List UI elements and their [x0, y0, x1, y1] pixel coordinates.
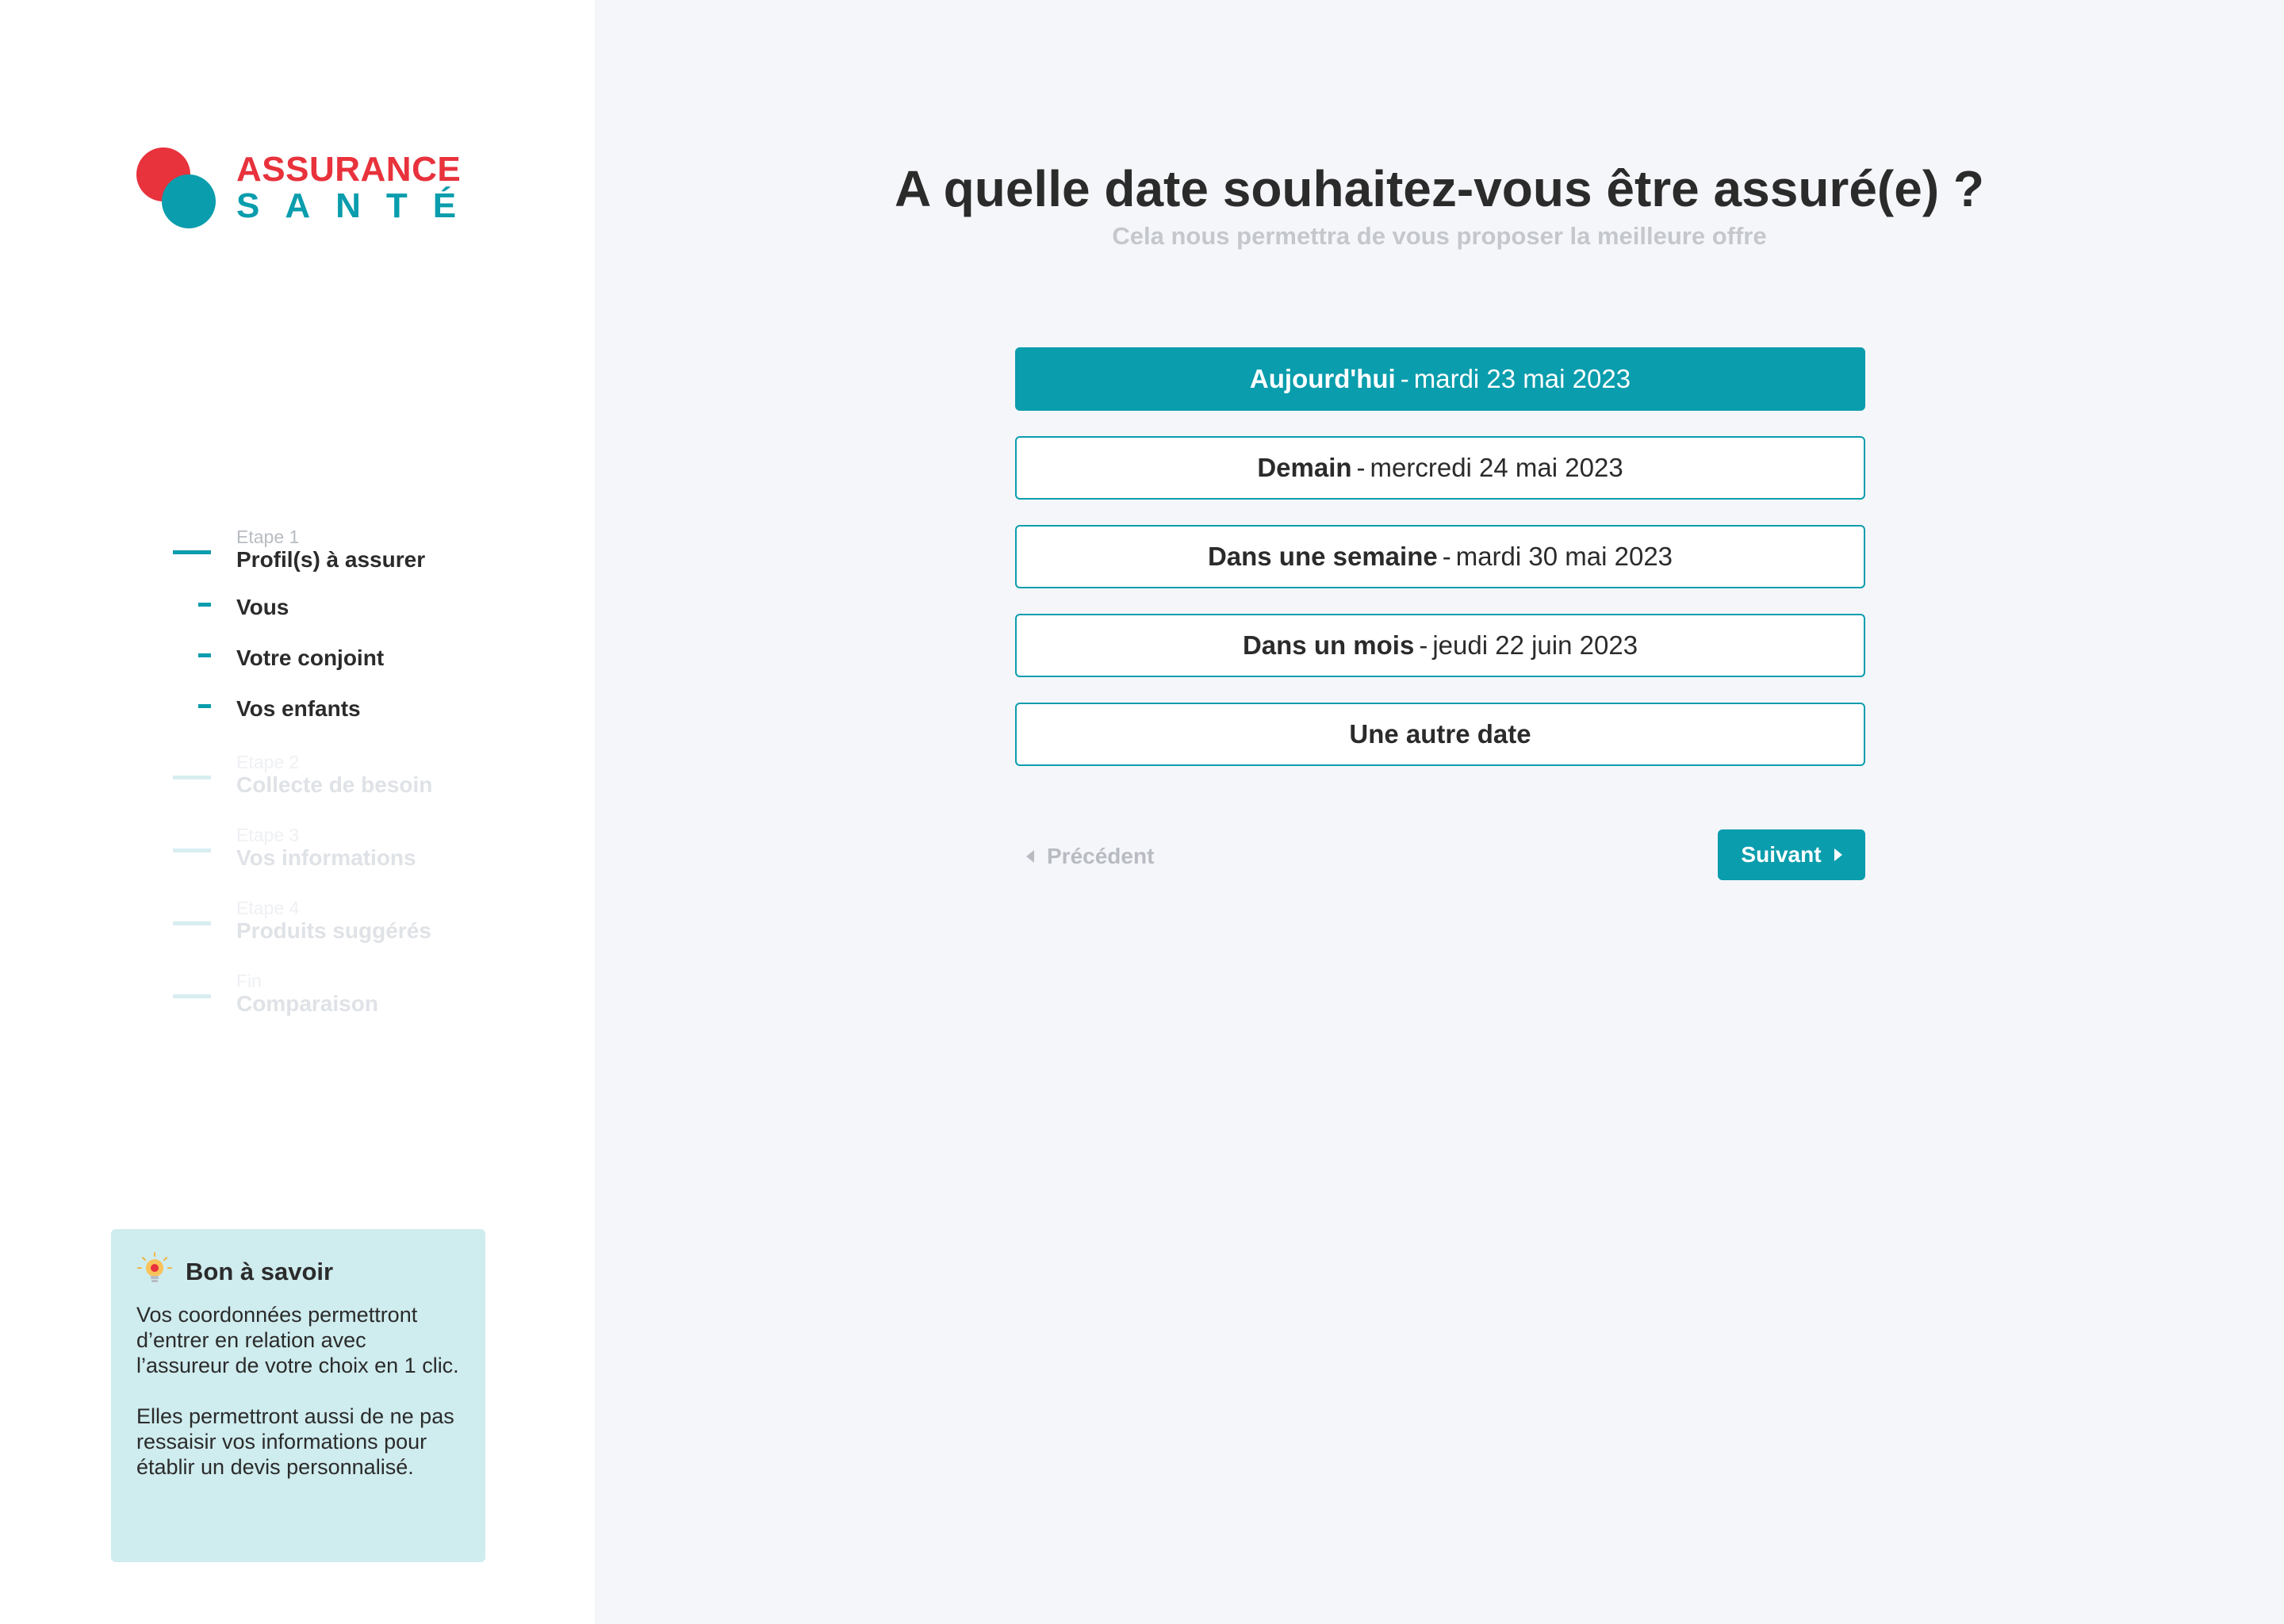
- step-number: Etape 3: [236, 825, 300, 845]
- step-indicator: [173, 921, 211, 925]
- option-tomorrow-button[interactable]: [1015, 436, 1865, 500]
- option-today-button[interactable]: [1015, 347, 1865, 411]
- info-paragraph-1: Vos coordonnées permettront d’entrer en relation avec l’assureur de votre choix en 1 clic.: [136, 1303, 459, 1377]
- option-date: mardi 30 mai 2023: [1455, 542, 1673, 571]
- option-label: Dans une semaine: [1207, 542, 1438, 571]
- option-separator: -: [1356, 453, 1366, 482]
- sidebar: [0, 0, 595, 1624]
- previous-button[interactable]: [1026, 841, 1154, 872]
- lightbulb-icon: [136, 1251, 173, 1288]
- step-title: Comparaison: [236, 991, 378, 1016]
- step-indicator: [173, 994, 211, 998]
- step-indicator: [173, 848, 211, 852]
- logo-text-line1: ASSURANCE: [236, 150, 462, 189]
- next-label: Suivant: [1741, 842, 1822, 867]
- step-title: Profil(s) à assurer: [236, 547, 426, 572]
- option-date: mercredi 24 mai 2023: [1370, 453, 1623, 482]
- option-label: Demain: [1257, 453, 1352, 482]
- substep-indicator: [198, 653, 211, 657]
- step-number: Fin: [236, 971, 262, 991]
- step-indicator: [173, 550, 211, 554]
- step-title: Produits suggérés: [236, 918, 431, 943]
- info-paragraph-2: Elles permettront aussi de ne pas ressaisir vos informations pour établir un devis personnalisé.: [136, 1404, 454, 1479]
- step-number: Etape 2: [236, 752, 300, 772]
- caret-right-icon: [1834, 848, 1842, 861]
- substep-title: Votre conjoint: [236, 645, 385, 670]
- option-label: Une autre date: [1349, 719, 1531, 749]
- option-label: Aujourd'hui: [1249, 364, 1396, 393]
- next-button[interactable]: [1718, 829, 1865, 880]
- step-title: Vos informations: [236, 845, 416, 870]
- substep-indicator: [198, 704, 211, 708]
- option-date: mardi 23 mai 2023: [1413, 364, 1631, 393]
- substep-title: Vous: [236, 595, 289, 619]
- logo[interactable]: [136, 147, 482, 235]
- step-number: Etape 4: [236, 898, 300, 918]
- option-other-date-button[interactable]: [1015, 703, 1865, 766]
- caret-left-icon: [1026, 850, 1034, 863]
- step-number: Etape 1: [236, 527, 300, 547]
- option-separator: -: [1400, 364, 1409, 393]
- step-title: Collecte de besoin: [236, 772, 433, 797]
- substep-indicator: [198, 603, 211, 607]
- page-title: A quelle date souhaitez-vous être assuré(e) ?: [895, 160, 1984, 217]
- info-title: Bon à savoir: [186, 1258, 334, 1285]
- logo-text-line2: SANTÉ: [236, 186, 482, 225]
- previous-label: Précédent: [1047, 844, 1155, 868]
- option-separator: -: [1419, 630, 1428, 660]
- info-box: [111, 1229, 485, 1562]
- step-indicator: [173, 776, 211, 779]
- option-separator: -: [1442, 542, 1451, 571]
- option-month-button[interactable]: [1015, 614, 1865, 677]
- option-week-button[interactable]: [1015, 525, 1865, 588]
- logo-teal-dot: [162, 174, 216, 228]
- page-subtitle: Cela nous permettra de vous proposer la meilleure offre: [1112, 222, 1767, 250]
- option-label: Dans un mois: [1242, 630, 1415, 660]
- info-header: [136, 1251, 460, 1296]
- substep-title: Vos enfants: [236, 696, 361, 721]
- option-date: jeudi 22 juin 2023: [1432, 630, 1638, 660]
